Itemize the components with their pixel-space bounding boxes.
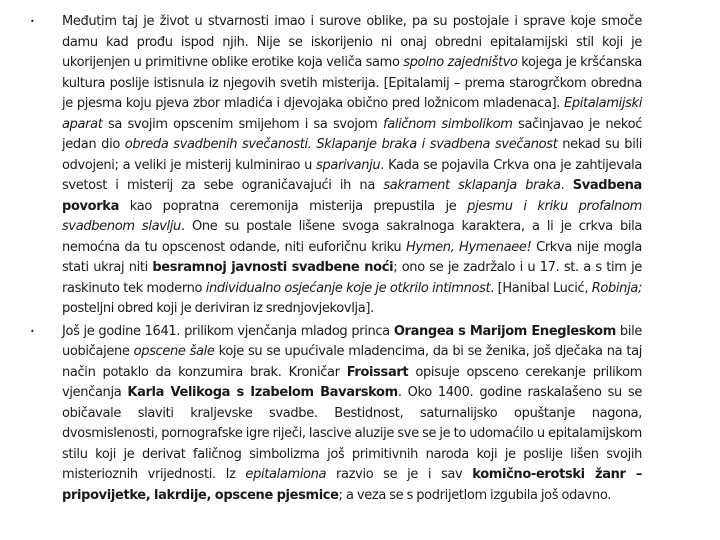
bullet-list — [30, 12, 642, 508]
bold-text-run: komično-erotski žanr – pripovijetke, lakrdije, opscene pjesmice — [62, 467, 642, 503]
italic-text-run: obreda svadbenih svečanosti. Sklapanje braka i svadbena svečanost — [124, 137, 558, 152]
bold-text-run: besramnoj javnosti svadbene noći — [152, 260, 394, 275]
italic-text-run: faličnom simbolikom — [382, 116, 513, 132]
italic-text-run: pjesmu i kriku profalnom svadbenom slavlju — [62, 198, 642, 234]
bold-text-run: Froissart — [346, 364, 409, 380]
text-run: kao popratna ceremonija misterija prepustila je — [119, 198, 468, 214]
bold-text-run: Orangea s Marijom Enegleskom — [393, 323, 616, 339]
text-run: sa svojim opscenim smijehom i sa svojom — [102, 116, 383, 132]
text-run: . Oko 1400. godine raskalašeno su se običavale slaviti kraljevske svadbe. Bestidnost, saturnalijsko opuštanje nagona, dvosmislenosti, pornografske igre riječi, lascive aluzije sve se je to udomaćilo u epitalamijskom stilu koji je derivat faličnog simbolizma još primitivnih naroda koji je poslije lišen svojih misterioznih vrijednosti. Iz — [62, 385, 643, 482]
bullet-item — [30, 322, 642, 507]
italic-text-run: Epitalamijski aparat — [62, 96, 642, 132]
bullet-dot-icon: • — [30, 17, 35, 26]
bullet-item — [30, 12, 642, 320]
text-run: Crkva nije mogla stati ukraj niti — [62, 239, 643, 275]
bold-text-run: Karla Velikoga s Izabelom Bavarskom — [127, 385, 398, 400]
text-run: bile uobičajene — [62, 323, 642, 359]
italic-text-run: opscene šale — [133, 344, 215, 359]
italic-text-run: Hymen, Hymenaee! — [405, 239, 532, 255]
bullet-dot-icon: • — [30, 326, 35, 336]
text-run: . One su postale lišene svoga sakralnoga karaktera, a li je crkva bila nemoćna da tu opscenost odande, niti euforičnu kriku — [62, 219, 642, 255]
text-run: . Kada se pojavila Crkva ona je zahtijevala svetost i misterij za sebe ograničavajući ih na — [62, 157, 642, 193]
text-run: Međutim taj je život u stvarnosti imao i surove oblike, pa su postojale i sprave koje smoče damu kad prođu ispod njih. Nije se iskorijenio ni onaj obredni epitalamijski stil koji je ukorijenjen u primitivne oblike erotike koja veliča samo — [62, 14, 642, 70]
paragraph-text — [62, 12, 642, 320]
bold-text-run: Svadbena povorka — [62, 178, 642, 214]
text-run: kojega je kršćanska kultura poslije istisnula iz njegovih svetih misterija. [Epitalamij – prema starogrčkom obredna je pjesma koju pjeva zbor mladića i djevojaka obično pred ložnicom mladenaca]. — [62, 55, 642, 111]
text-run: razvio se je i sav — [326, 467, 473, 482]
text-run: . — [560, 178, 573, 193]
italic-text-run: spolno zajedništvo — [403, 55, 518, 70]
text-run: ; a veza se s podrijetlom izgubila još odavno. — [338, 487, 611, 503]
italic-text-run: sparivanju — [316, 157, 381, 173]
text-run: koje su se upućivale mladencima, da bi se ženika, još dječaka na taj način potaklo da konzumira brak. Kroničar — [62, 344, 642, 380]
italic-text-run: individualno osjećanje koje je otkrilo intimnost — [205, 280, 491, 296]
italic-text-run: Robinja; — [591, 280, 642, 296]
text-run: sačinjavao je nekoć jedan dio — [62, 116, 642, 152]
italic-text-run: sakrament sklapanja braka — [383, 178, 561, 193]
text-run: opisuje opsceno cerekanje prilikom vjenčanja — [62, 364, 643, 400]
text-run: posteljni obred koji je deriviran iz srednjovjekovlja]. — [62, 301, 374, 316]
text-run: Još je godine 1641. prilikom vjenčanja mladog princa — [62, 323, 394, 339]
text-run: . [Hanibal Lucić, — [490, 280, 592, 296]
text-run: ; ono se je zadržalo i u 17. st. a s tim je raskinuto tek moderno — [62, 260, 642, 296]
italic-text-run: epitalamiona — [245, 467, 327, 482]
text-run: nekad su bili odvojeni; a veliki je misterij kulminirao u — [62, 137, 642, 173]
paragraph-text — [62, 322, 642, 507]
